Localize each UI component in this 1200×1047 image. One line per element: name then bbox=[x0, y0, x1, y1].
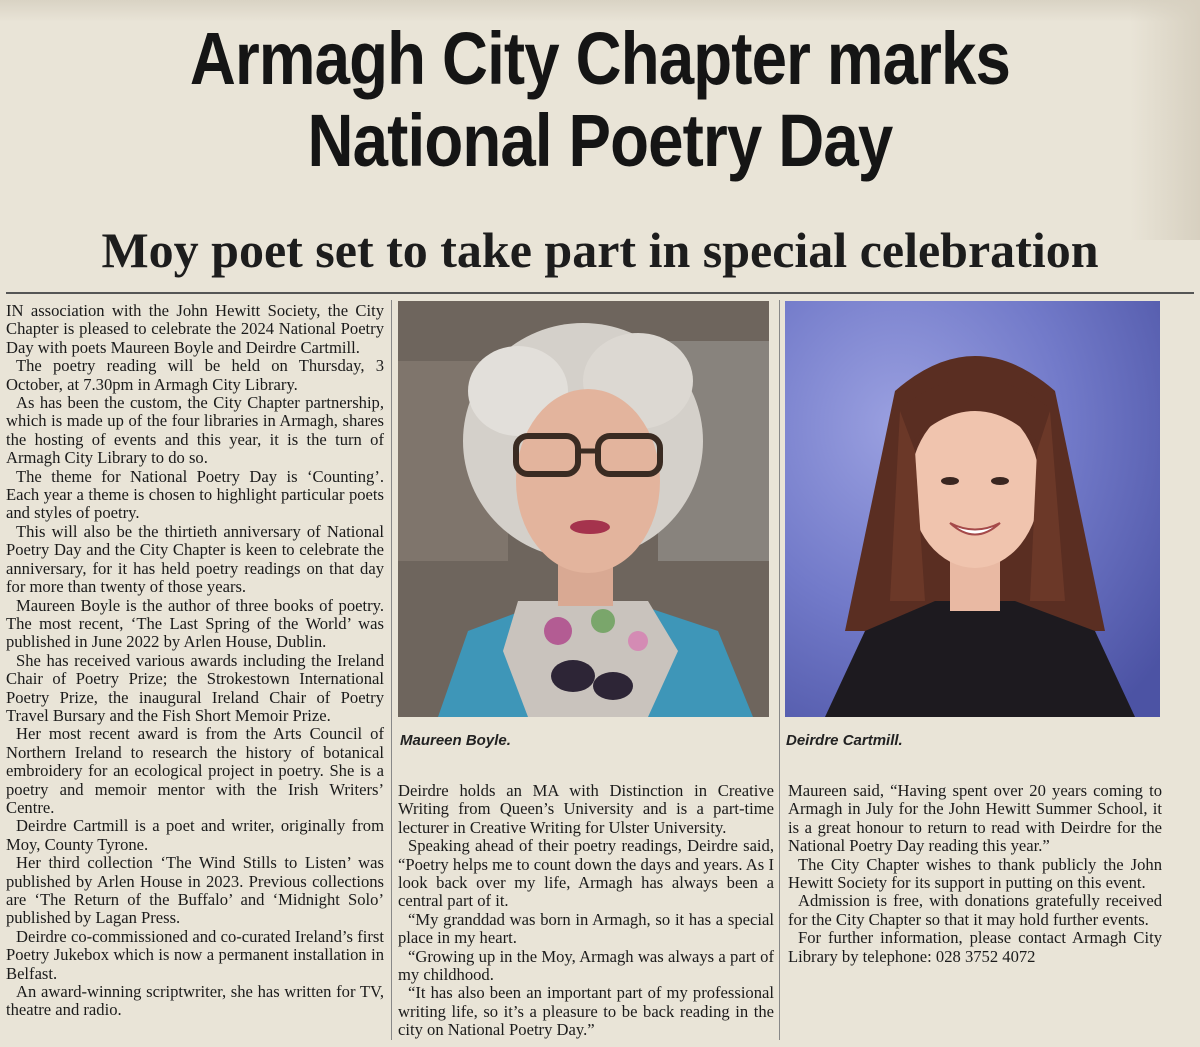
paragraph: “Growing up in the Moy, Armagh was always a part of my childhood. bbox=[398, 946, 774, 985]
portrait-illustration bbox=[398, 301, 769, 717]
paragraph: This will also be the thirtieth anniversary of National Poetry Day and the City Chapter is keen to celebrate the anniversary, for it has held poetry readings on that day for more than twenty of those years. bbox=[6, 521, 384, 597]
paragraph: “My granddad was born in Armagh, so it has a special place in my heart. bbox=[398, 909, 774, 948]
article-column-3 bbox=[788, 782, 1162, 966]
paragraph: Maureen Boyle is the author of three books of poetry. The most recent, ‘The Last Spring of the World’ was published in June 2022 by Arlen House, Dublin. bbox=[6, 595, 384, 652]
photo-deirdre-cartmill bbox=[785, 301, 1160, 717]
paragraph: An award-winning scriptwriter, she has written for TV, theatre and radio. bbox=[6, 982, 384, 1020]
paragraph: As has been the custom, the City Chapter partnership, which is made up of the four libraries in Armagh, shares the hosting of events and this year, it is the turn of Armagh City Library to do so. bbox=[6, 393, 384, 468]
photo-caption: Maureen Boyle. bbox=[400, 732, 511, 749]
portrait-illustration bbox=[785, 301, 1160, 717]
subheadline: Moy poet set to take part in special celebration bbox=[101, 222, 1099, 278]
column-divider bbox=[391, 300, 392, 1040]
paragraph: She has received various awards including the Ireland Chair of Poetry Prize; the Strokestown International Poetry Prize, the inaugural Ireland Chair of Poetry Travel Bursary and the Fish Short Memoir Prize. bbox=[6, 650, 384, 725]
paragraph: Deirdre Cartmill is a poet and writer, originally from Moy, County Tyrone. bbox=[6, 816, 384, 854]
adjacent-article-bleed bbox=[1130, 0, 1200, 240]
photo-caption: Deirdre Cartmill. bbox=[786, 732, 903, 749]
divider bbox=[6, 292, 1194, 294]
paragraph: IN association with the John Hewitt Society, the City Chapter is pleased to celebrate the 2024 National Poetry Day with poets Maureen Boyle and Deirdre Cartmill. bbox=[6, 301, 384, 357]
photo-maureen-boyle bbox=[398, 301, 769, 717]
paragraph: The theme for National Poetry Day is ‘Counting’. Each year a theme is chosen to highlight particular poets and styles of poetry. bbox=[6, 466, 384, 523]
paragraph: Deirdre holds an MA with Distinction in Creative Writing from Queen’s University and is a part-time lecturer in Creative Writing for Ulster University. bbox=[398, 781, 774, 837]
paragraph: Her third collection ‘The Wind Stills to Listen’ was published by Arlen House in 2023. Previous collections are ‘The Return of the Buffalo’ and ‘Midnight Solo’ published by Lagan Press. bbox=[6, 853, 384, 928]
paragraph: Maureen said, “Having spent over 20 years coming to Armagh in July for the John Hewitt Summer School, it is a great honour to return to read with Deirdre for the National Poetry Day reading this year.” bbox=[788, 781, 1162, 856]
paragraph: For further information, please contact Armagh City Library by telephone: 028 3752 4072 bbox=[788, 928, 1162, 966]
paragraph: “It has also been an important part of my professional writing life, so it’s a pleasure to be back reading in the city on National Poetry Day.” bbox=[398, 983, 774, 1040]
paragraph: Her most recent award is from the Arts Council of Northern Ireland to research the history of botanical embroidery for an ecological project in poetry. She is a poetry and memoir mentor with the Irish Writers’ Centre. bbox=[6, 724, 384, 817]
paragraph: The City Chapter wishes to thank publicly the John Hewitt Society for its support in putting on this event. bbox=[788, 854, 1162, 893]
article-column-1 bbox=[6, 302, 384, 1020]
paragraph: Deirdre co-commissioned and co-curated Ireland’s first Poetry Jukebox which is now a permanent installation in Belfast. bbox=[6, 926, 384, 983]
article-column-2 bbox=[398, 782, 774, 1040]
paragraph: The poetry reading will be held on Thursday, 3 October, at 7.30pm in Armagh City Library. bbox=[6, 356, 384, 394]
column-divider bbox=[779, 300, 780, 1040]
paragraph: Speaking ahead of their poetry readings, Deirdre said, “Poetry helps me to count down the days and years. As I look back over my life, Armagh has always been a central part of it. bbox=[398, 836, 774, 911]
headline: Armagh City Chapter marks National Poetry Day bbox=[189, 17, 1011, 182]
paragraph: Admission is free, with donations gratefully received for the City Chapter so that it may hold further events. bbox=[788, 891, 1162, 929]
